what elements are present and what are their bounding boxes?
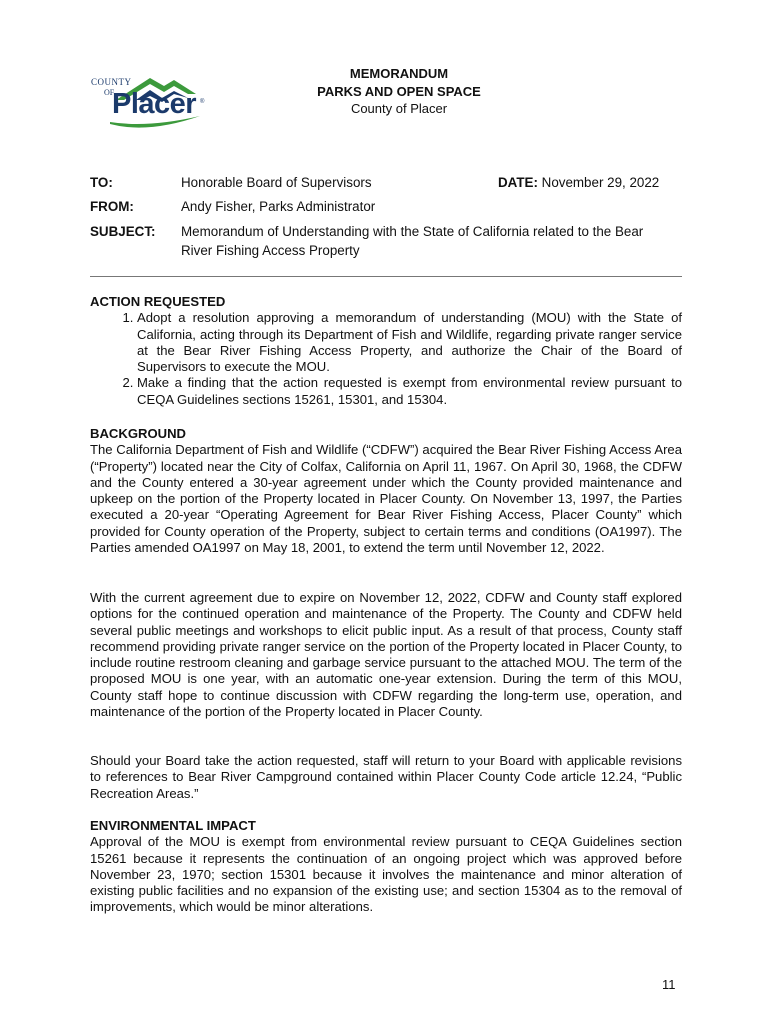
date-label: DATE: [498,175,538,190]
subject-value: Memorandum of Understanding with the State of California related to the Bear River Fishing Access Property [181,224,644,258]
memo-title: MEMORANDUM [349,66,449,81]
background-paragraph-3: Should your Board take the action requested, staff will return to your Board with applicable revisions to references to Bear River Campground contained within Placer County Code article 12.24, “Public Recreation Areas.” [90,753,682,801]
date-field [498,173,659,192]
logo-registered-mark: ® [200,99,205,105]
logo-placer-text: Placer [112,88,197,120]
action-requested-section [90,294,682,408]
logo-of-text: OF [104,88,115,97]
subject-label: SUBJECT: [90,224,156,239]
environmental-impact-heading: ENVIRONMENTAL IMPACT [90,818,256,833]
environmental-impact-section [90,818,682,916]
environmental-impact-paragraph: Approval of the MOU is exempt from environmental review pursuant to CEQA Guidelines section 15261 because it represents the continuation of an ongoing project which was approved before November 23, 1970; section 15301 because it involves the maintenance and minor alteration of existing public facilities and no expansion of the existing use; and section 15304 as to the removal of improvements, which would be minor alterations. [90,834,682,915]
header-divider [90,276,682,277]
logo-county-text: COUNTY [91,77,132,87]
background-section [90,426,682,556]
background-paragraph-3-block [90,753,682,802]
from-value: Andy Fisher, Parks Administrator [181,199,376,214]
background-heading: BACKGROUND [90,426,187,441]
action-list [90,310,682,408]
from-label: FROM: [90,199,134,214]
to-value: Honorable Board of Supervisors [181,175,372,190]
page-number: 11 [662,977,676,992]
to-label: TO: [90,175,113,190]
date-value: November 29, 2022 [537,175,660,190]
action-item: 2. Make a finding that the action requested is exempt from environmental review pursuant to CEQA Guidelines sections 15261, 15301, and 15304. [137,375,682,408]
action-item: 1. Adopt a resolution approving a memorandum of understanding (MOU) with the State of California, acting through its Department of Fish and Wildlife, regarding private ranger service at the Bear River Fishing Access Property, and authorize the Chair of the Board of Supervisors to execute the MOU. [137,310,682,375]
background-paragraph-1: The California Department of Fish and Wildlife (“CDFW”) acquired the Bear River Fishing Access Area (“Property”) located near the City of Colfax, California on April 11, 1967. On April 30, 1968, the CDFW and the County entered a 30-year agreement under which the County provided maintenance and upkeep on the portion of the Property located in Placer County. On November 13, 1997, the Parties executed a 20-year “Operating Agreement for Bear River Fishing Access, Placer County” which provided for County operation of the Property, subject to certain terms and conditions (OA1997). The Parties amended OA1997 on May 18, 2001, to extend the term until November 12, 2022. [90,442,682,556]
background-paragraph-2: With the current agreement due to expire on November 12, 2022, CDFW and County staff explored options for the continued operation and maintenance of the Property. The County and CDFW held several public meetings and workshops to elicit public input. As a result of that process, County staff recommend providing private ranger service on the portion of the Property located in Placer County, to include routine restroom cleaning and garbage service pursuant to the attached MOU. The term of the proposed MOU is one year, with an automatic one-year extension. During the term of this MOU, County staff hope to continue discussion with CDFW regarding the long-term use, operation, and maintenance of the portion of the Property located in Placer County. [90,590,682,720]
action-requested-heading: ACTION REQUESTED [90,294,226,309]
background-paragraph-2-block [90,590,682,720]
department-title: PARKS AND OPEN SPACE [317,84,481,99]
county-subtitle: County of Placer [350,101,448,116]
